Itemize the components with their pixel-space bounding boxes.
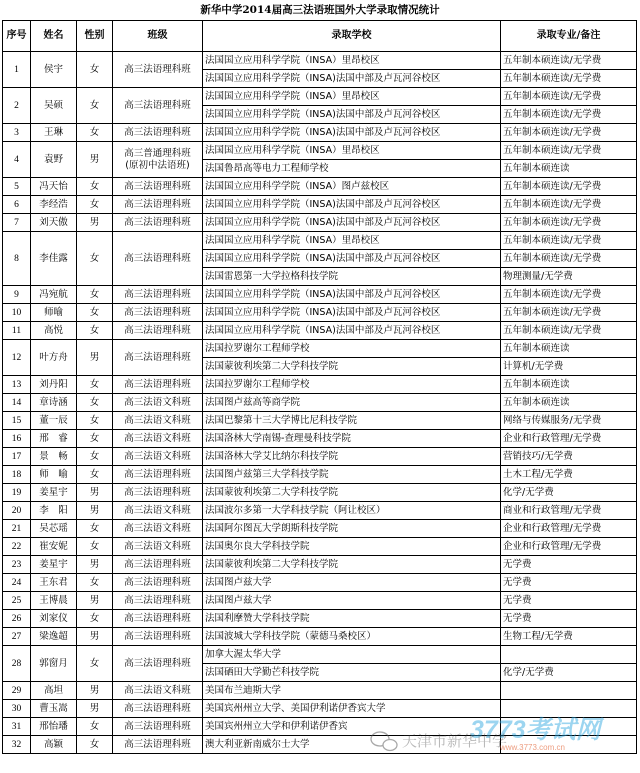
class-line: 高三法语理科班 (124, 594, 191, 606)
cell-major: 无学费 (501, 574, 637, 592)
table-row (3, 88, 637, 106)
cell-major: 五年制本硕连读/无学费 (501, 286, 637, 304)
cell-major: 五年制本硕连读 (501, 340, 637, 358)
cell-gender: 男 (77, 556, 113, 574)
cell-class (113, 322, 203, 340)
cell-school: 法国波尔多第一大学科技学院（阿让校区） (203, 502, 501, 520)
cell-no: 25 (3, 592, 31, 610)
table-body (3, 52, 637, 754)
cell-school: 法国奥尔良大学科技学院 (203, 538, 501, 556)
table-row (3, 448, 637, 466)
cell-class (113, 214, 203, 232)
cell-no: 23 (3, 556, 31, 574)
cell-gender: 女 (77, 736, 113, 754)
table-row (3, 502, 637, 520)
table-row (3, 286, 637, 304)
cell-school: 法国鲁昂高等电力工程师学校 (203, 160, 501, 178)
cell-class (113, 142, 203, 178)
cell-class (113, 448, 203, 466)
cell-no: 29 (3, 682, 31, 700)
cell-major: 企业和行政管理/无学费 (501, 430, 637, 448)
table-row (3, 628, 637, 646)
cell-no: 1 (3, 52, 31, 88)
cell-name: 袁野 (31, 142, 77, 178)
cell-major (501, 646, 637, 664)
cell-school: 法国硒田大学勤芒科技学院 (203, 664, 501, 682)
cell-name: 师 喻 (31, 466, 77, 484)
cell-gender: 女 (77, 196, 113, 214)
cell-name: 吴硕 (31, 88, 77, 124)
cell-no: 9 (3, 286, 31, 304)
cell-major: 五年制本硕连读/无学费 (501, 70, 637, 88)
cell-major: 五年制本硕连读/无学费 (501, 52, 637, 70)
cell-class (113, 430, 203, 448)
cell-no: 4 (3, 142, 31, 178)
cell-no: 17 (3, 448, 31, 466)
cell-name: 刘丹阳 (31, 376, 77, 394)
cell-no: 14 (3, 394, 31, 412)
cell-no: 32 (3, 736, 31, 754)
cell-name: 姜星宇 (31, 484, 77, 502)
cell-gender: 女 (77, 538, 113, 556)
table-row (3, 736, 637, 754)
cell-class (113, 466, 203, 484)
cell-major: 营销技巧/无学费 (501, 448, 637, 466)
cell-school: 法国国立应用科学学院（INSA)法国中部及卢瓦河谷校区 (203, 286, 501, 304)
cell-name: 曹玉嵩 (31, 700, 77, 718)
cell-no: 22 (3, 538, 31, 556)
cell-school: 法国图卢兹大学 (203, 592, 501, 610)
header-major: 录取专业/备注 (501, 21, 637, 52)
table-row (3, 232, 637, 250)
cell-major: 五年制本硕连读/无学费 (501, 214, 637, 232)
cell-class (113, 340, 203, 376)
cell-no: 10 (3, 304, 31, 322)
cell-school: 法国拉罗谢尔工程师学校 (203, 376, 501, 394)
cell-class (113, 394, 203, 412)
cell-name: 邢怡璠 (31, 718, 77, 736)
class-line: 高三法语理科班 (124, 738, 191, 750)
class-line: 高三法语文科班 (124, 504, 191, 516)
cell-no: 20 (3, 502, 31, 520)
cell-school: 法国国立应用科学学院（INSA）里昂校区 (203, 88, 501, 106)
cell-school: 法国蒙彼利埃第二大学科技学院 (203, 556, 501, 574)
cell-class (113, 736, 203, 754)
cell-major: 五年制本硕连读/无学费 (501, 142, 637, 160)
watermark-logo: 3773考试网 (470, 716, 601, 744)
cell-gender: 女 (77, 394, 113, 412)
cell-major: 企业和行政管理/无学费 (501, 538, 637, 556)
cell-no: 31 (3, 718, 31, 736)
header-class: 班级 (113, 21, 203, 52)
table-row (3, 520, 637, 538)
cell-major: 五年制本硕连读/无学费 (501, 88, 637, 106)
table-row (3, 394, 637, 412)
table-row (3, 196, 637, 214)
cell-major (501, 700, 637, 718)
cell-class (113, 412, 203, 430)
cell-class (113, 592, 203, 610)
class-line: 高三法语文科班 (124, 450, 191, 462)
cell-class (113, 196, 203, 214)
cell-gender: 女 (77, 610, 113, 628)
cell-no: 8 (3, 232, 31, 286)
header-no: 序号 (3, 21, 31, 52)
cell-no: 28 (3, 646, 31, 682)
cell-gender: 男 (77, 502, 113, 520)
table-row (3, 484, 637, 502)
cell-gender: 女 (77, 286, 113, 304)
table-row (3, 376, 637, 394)
cell-gender: 女 (77, 646, 113, 682)
cell-school: 法国国立应用科学学院（INSA)法国中部及卢瓦河谷校区 (203, 106, 501, 124)
cell-name: 李佳露 (31, 232, 77, 286)
class-line: 高三法语理科班 (124, 558, 191, 570)
cell-class (113, 502, 203, 520)
cell-gender: 女 (77, 178, 113, 196)
cell-major: 五年制本硕连读 (501, 376, 637, 394)
cell-school: 法国拉罗谢尔工程师学校 (203, 340, 501, 358)
table-row (3, 304, 637, 322)
cell-name: 刘天傲 (31, 214, 77, 232)
cell-name: 高坦 (31, 682, 77, 700)
cell-major: 商业和行政管理/无学费 (501, 502, 637, 520)
cell-major: 五年制本硕连读/无学费 (501, 124, 637, 142)
cell-school: 加拿大渥太华大学 (203, 646, 501, 664)
class-line: 高三法语理科班 (124, 630, 191, 642)
table-row (3, 592, 637, 610)
class-line: 高三法语理科班 (124, 126, 191, 138)
cell-gender: 女 (77, 304, 113, 322)
cell-gender: 女 (77, 412, 113, 430)
class-line: 高三法语文科班 (124, 414, 191, 426)
cell-major: 五年制本硕连读/无学费 (501, 196, 637, 214)
table-row (3, 610, 637, 628)
cell-class (113, 124, 203, 142)
cell-class (113, 484, 203, 502)
class-line: 高三法语理科班 (124, 63, 191, 75)
cell-no: 12 (3, 340, 31, 376)
cell-name: 冯宛航 (31, 286, 77, 304)
class-line: 高三法语文科班 (124, 432, 191, 444)
cell-major: 计算机/无学费 (501, 358, 637, 376)
cell-gender: 女 (77, 124, 113, 142)
table-row (3, 322, 637, 340)
cell-class (113, 88, 203, 124)
cell-gender: 男 (77, 142, 113, 178)
class-line: 高三法语理科班 (124, 720, 191, 732)
cell-gender: 女 (77, 322, 113, 340)
class-line: 高三法语理科班 (124, 180, 191, 192)
cell-school: 法国波城大学科技学院（蒙德马桑校区） (203, 628, 501, 646)
cell-major (501, 718, 637, 736)
cell-class (113, 682, 203, 700)
cell-major: 网络与传媒服务/无学费 (501, 412, 637, 430)
cell-gender: 男 (77, 340, 113, 376)
cell-school: 法国国立应用科学学院（INSA)法国中部及卢瓦河谷校区 (203, 196, 501, 214)
cell-gender: 女 (77, 232, 113, 286)
cell-class (113, 376, 203, 394)
table-row (3, 682, 637, 700)
cell-school: 法国国立应用科学学院（INSA)法国中部及卢瓦河谷校区 (203, 214, 501, 232)
watermark-text: 天津市新华中学 (402, 732, 508, 750)
cell-name: 李 阳 (31, 502, 77, 520)
table-title: 新华中学2014届高三法语班国外大学录取情况统计 (200, 4, 440, 16)
cell-class (113, 232, 203, 286)
class-line: 高三法语理科班 (124, 612, 191, 624)
class-line: 高三法语理科班 (124, 576, 191, 588)
cell-major: 土木工程/无学费 (501, 466, 637, 484)
cell-school: 法国国立应用科学学院（INSA）里昂校区 (203, 232, 501, 250)
cell-major: 无学费 (501, 556, 637, 574)
cell-school: 法国国立应用科学学院（INSA）图卢兹校区 (203, 178, 501, 196)
cell-class (113, 520, 203, 538)
class-line: 高三法语理科班 (124, 252, 191, 264)
cell-no: 21 (3, 520, 31, 538)
cell-school: 法国蒙彼利埃第二大学科技学院 (203, 358, 501, 376)
cell-gender: 男 (77, 628, 113, 646)
cell-school: 美国宾州州立大学、美国伊利诺伊香宾大学 (203, 700, 501, 718)
class-line: 高三法语理科班 (124, 657, 191, 669)
cell-no: 15 (3, 412, 31, 430)
cell-no: 24 (3, 574, 31, 592)
table-row (3, 124, 637, 142)
cell-name: 师喻 (31, 304, 77, 322)
cell-major (501, 736, 637, 754)
cell-name: 冯天怡 (31, 178, 77, 196)
cell-major: 五年制本硕连读/无学费 (501, 304, 637, 322)
cell-name: 吴芯瑶 (31, 520, 77, 538)
cell-major: 化学/无学费 (501, 664, 637, 682)
class-line: 高三法语理科班 (124, 486, 191, 498)
cell-no: 3 (3, 124, 31, 142)
admission-table (2, 20, 637, 754)
cell-name: 董一辰 (31, 412, 77, 430)
cell-name: 郭窗月 (31, 646, 77, 682)
cell-gender: 女 (77, 376, 113, 394)
header-gender: 性别 (77, 21, 113, 52)
cell-class (113, 538, 203, 556)
cell-name: 李经浩 (31, 196, 77, 214)
class-line: 高三法语理科班 (124, 702, 191, 714)
class-line: 高三法语理科班 (124, 351, 191, 363)
table-row (3, 412, 637, 430)
cell-name: 王东君 (31, 574, 77, 592)
class-line: 高三法语理科班 (124, 288, 191, 300)
cell-class (113, 646, 203, 682)
cell-no: 2 (3, 88, 31, 124)
cell-gender: 女 (77, 448, 113, 466)
cell-gender: 男 (77, 214, 113, 232)
cell-school: 美国布兰迪斯大学 (203, 682, 501, 700)
cell-school: 法国洛林大学南锡-查理曼科技学院 (203, 430, 501, 448)
cell-gender: 男 (77, 484, 113, 502)
cell-no: 5 (3, 178, 31, 196)
cell-major: 五年制本硕连读/无学费 (501, 250, 637, 268)
table-row (3, 700, 637, 718)
table-row (3, 214, 637, 232)
cell-major: 五年制本硕连读/无学费 (501, 178, 637, 196)
cell-school: 美国宾州州立大学和伊利诺伊香宾 (203, 718, 501, 736)
cell-gender: 男 (77, 682, 113, 700)
cell-class (113, 628, 203, 646)
cell-class (113, 610, 203, 628)
table-row (3, 646, 637, 664)
cell-school: 法国蒙彼利埃第二大学科技学院 (203, 484, 501, 502)
cell-no: 18 (3, 466, 31, 484)
cell-major: 五年制本硕连读/无学费 (501, 232, 637, 250)
cell-no: 6 (3, 196, 31, 214)
cell-school: 法国洛林大学艾比纳尔科技学院 (203, 448, 501, 466)
cell-gender: 女 (77, 466, 113, 484)
cell-class (113, 574, 203, 592)
header-row (3, 21, 637, 52)
cell-school: 法国国立应用科学学院（INSA）里昂校区 (203, 52, 501, 70)
table-row (3, 466, 637, 484)
class-line: 高三普通理科班 (124, 147, 191, 159)
cell-class (113, 700, 203, 718)
cell-class (113, 52, 203, 88)
cell-name: 梁逸超 (31, 628, 77, 646)
cell-school: 法国雷恩第一大学拉格科技学院 (203, 268, 501, 286)
cell-gender: 女 (77, 88, 113, 124)
table-row (3, 340, 637, 358)
cell-name: 姜星宇 (31, 556, 77, 574)
class-line: 高三法语文科班 (124, 522, 191, 534)
cell-school: 法国利摩赞大学科技学院 (203, 610, 501, 628)
header-name: 姓名 (31, 21, 77, 52)
cell-major: 生物工程/无学费 (501, 628, 637, 646)
cell-major: 无学费 (501, 592, 637, 610)
cell-school: 法国国立应用科学学院（INSA）里昂校区 (203, 142, 501, 160)
cell-major: 无学费 (501, 610, 637, 628)
cell-no: 16 (3, 430, 31, 448)
cell-name: 叶方舟 (31, 340, 77, 376)
cell-major: 五年制本硕连读 (501, 160, 637, 178)
cell-school: 法国图卢兹高等商学院 (203, 394, 501, 412)
cell-major: 五年制本硕连读/无学费 (501, 322, 637, 340)
cell-name: 崔安妮 (31, 538, 77, 556)
cell-major: 五年制本硕连读 (501, 394, 637, 412)
cell-class (113, 304, 203, 322)
table-row (3, 142, 637, 160)
cell-class (113, 556, 203, 574)
cell-school: 法国国立应用科学学院（INSA)法国中部及卢瓦河谷校区 (203, 322, 501, 340)
class-line: (原初中法语班) (125, 159, 190, 171)
cell-no: 19 (3, 484, 31, 502)
table-row (3, 718, 637, 736)
class-line: 高三法语理科班 (124, 306, 191, 318)
class-line: 高三法语理科班 (124, 198, 191, 210)
cell-gender: 女 (77, 520, 113, 538)
table-row (3, 430, 637, 448)
cell-school: 法国图卢兹第三大学科技学院 (203, 466, 501, 484)
cell-class (113, 718, 203, 736)
cell-class (113, 178, 203, 196)
header-school: 录取学校 (203, 21, 501, 52)
cell-school: 法国国立应用科学学院（INSA)法国中部及卢瓦河谷校区 (203, 250, 501, 268)
cell-name: 刘家仪 (31, 610, 77, 628)
cell-gender: 女 (77, 430, 113, 448)
cell-gender: 女 (77, 52, 113, 88)
class-line: 高三法语文科班 (124, 540, 191, 552)
class-line: 高三法语理科班 (124, 468, 191, 480)
cell-name: 高颖 (31, 736, 77, 754)
cell-school: 法国国立应用科学学院（INSA)法国中部及卢瓦河谷校区 (203, 124, 501, 142)
cell-no: 30 (3, 700, 31, 718)
cell-gender: 男 (77, 592, 113, 610)
table-row (3, 574, 637, 592)
cell-major (501, 682, 637, 700)
cell-name: 邢 睿 (31, 430, 77, 448)
cell-name: 王琳 (31, 124, 77, 142)
cell-name: 王博晨 (31, 592, 77, 610)
class-line: 高三法语理科班 (124, 324, 191, 336)
class-line: 高三法语理科班 (124, 378, 191, 390)
cell-school: 法国国立应用科学学院（INSA)法国中部及卢瓦河谷校区 (203, 70, 501, 88)
cell-name: 高悦 (31, 322, 77, 340)
class-line: 高三法语理科班 (124, 216, 191, 228)
table-row (3, 178, 637, 196)
cell-no: 11 (3, 322, 31, 340)
cell-major: 企业和行政管理/无学费 (501, 520, 637, 538)
cell-no: 13 (3, 376, 31, 394)
cell-gender: 男 (77, 700, 113, 718)
class-line: 高三法语文科班 (124, 396, 191, 408)
cell-gender: 女 (77, 574, 113, 592)
cell-no: 7 (3, 214, 31, 232)
cell-major: 五年制本硕连读/无学费 (501, 106, 637, 124)
cell-gender: 女 (77, 718, 113, 736)
table-row (3, 556, 637, 574)
table-row (3, 52, 637, 70)
cell-school: 澳大利亚新南威尔士大学 (203, 736, 501, 754)
cell-school: 法国图卢兹大学 (203, 574, 501, 592)
cell-major: 化学/无学费 (501, 484, 637, 502)
cell-class (113, 286, 203, 304)
cell-school: 法国阿尔图瓦大学朗斯科技学院 (203, 520, 501, 538)
class-line: 高三法语文科班 (124, 684, 191, 696)
watermark-url: www.3773.com.cn (500, 743, 565, 752)
cell-no: 26 (3, 610, 31, 628)
table-row (3, 538, 637, 556)
cell-name: 景 畅 (31, 448, 77, 466)
class-line: 高三法语理科班 (124, 99, 191, 111)
cell-school: 法国巴黎第十三大学博比尼科技学院 (203, 412, 501, 430)
cell-name: 侯宇 (31, 52, 77, 88)
cell-no: 27 (3, 628, 31, 646)
cell-school: 法国国立应用科学学院（INSA)法国中部及卢瓦河谷校区 (203, 304, 501, 322)
cell-name: 章诗涵 (31, 394, 77, 412)
cell-major: 物理测量/无学费 (501, 268, 637, 286)
